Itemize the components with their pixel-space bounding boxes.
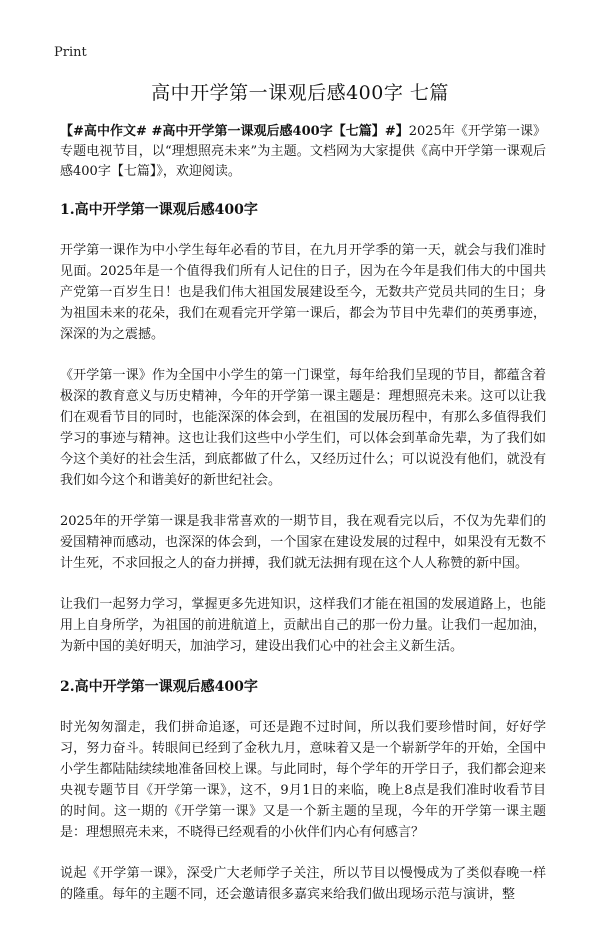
- intro-tags: 【#高中作文# #高中开学第一课观后感400字【七篇】#】: [60, 124, 409, 139]
- print-link[interactable]: Print: [54, 45, 87, 60]
- intro-paragraph: [60, 122, 546, 182]
- article-body: [60, 122, 546, 925]
- paragraph: 时光匆匆溜走，我们拼命追逐，可还是跑不过时间，所以我们要珍惜时间，好好学习，努力奋斗。转眼间已经到了金秋九月，意味着又是一个崭新学年的开始，全国中小学生都陆陆续续地准备回校上课。与此同时，每个学年的开学日子，我们都会迎来央视专题节目《开学第一课》，这不，9月1日的来临，晚上8点是我们准时收看节目的时间。这一期的《开学第一课》又是一个新主题的呈现，今年的开学第一课主题是：理想照亮未来，不晓得已经观看的小伙伴们内心有何感言？: [60, 720, 546, 840]
- section-heading-2: 2.高中开学第一课观后感400字: [60, 679, 258, 695]
- paragraph: 说起《开学第一课》，深受广大老师学子关注，所以节目以慢慢成为了类似春晚一样的隆重。每年的主题不同，还会邀请很多嘉宾来给我们做出现场示范与演讲，整: [60, 866, 546, 902]
- page-title: 高中开学第一课观后感400字 七篇: [151, 82, 449, 104]
- paragraph: 《开学第一课》作为全国中小学生的第一门课堂，每年给我们呈现的节目，都蕴含着极深的教育意义与历史精神，今年的开学第一课主题是：理想照亮未来。这可以让我们在观看节目的同时，也能深深的体会到，在祖国的发展历程中，有那么多值得我们学习的事迹与精神。这也让我们这些中小学生们，可以体会到革命先辈，为了我们如今这个美好的社会生活，到底都做了什么，又经历过什么；可以说没有他们，就没有我们如今这个和谐美好的新世纪社会。: [60, 368, 546, 488]
- paragraph: 2025年的开学第一课是我非常喜欢的一期节目，我在观看完以后，不仅为先辈们的爱国精神而感动，也深深的体会到，一个国家在建设发展的过程中，如果没有无数不计生死，不求回报之人的奋力拼搏，我们就无法拥有现在这个人人称赞的新中国。: [60, 514, 546, 571]
- paragraph: 让我们一起努力学习，掌握更多先进知识，这样我们才能在祖国的发展道路上，也能用上自身所学，为祖国的前进航道上，贡献出自己的那一份力量。让我们一起加油，为新中国的美好明天，加油学习，建设出我们心中的社会主义新生活。: [60, 597, 546, 654]
- paragraph: 开学第一课作为中小学生每年必看的节目，在九月开学季的第一天，就会与我们准时见面。2025年是一个值得我们所有人记住的日子，因为在今年是我们伟大的中国共产党第一百岁生日！也是我们伟大祖国发展建设至今，无数共产党员共同的生日；身为祖国未来的花朵，我们在观看完开学第一课后，都会为节目中先辈们的英勇事迹，深深的为之震撼。: [60, 243, 546, 342]
- section-heading-1: 1.高中开学第一课观后感400字: [60, 202, 258, 218]
- intro-text: 2025年《开学第一课》专题电视节目，以“理想照亮未来”为主题。文档网为大家提供《高中开学第一课观后感400字【七篇】》，欢迎阅读。: [60, 124, 546, 179]
